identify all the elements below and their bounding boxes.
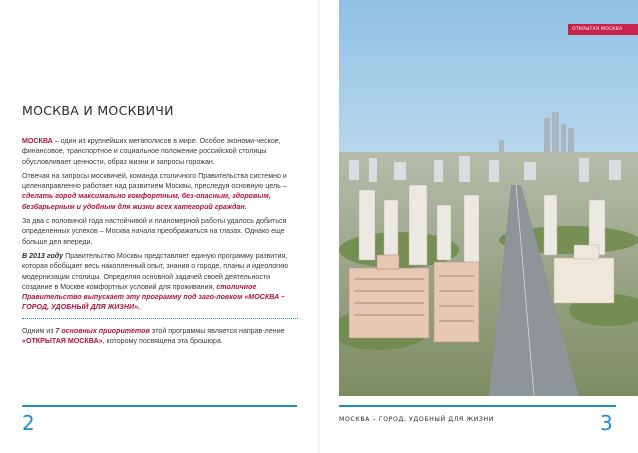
section-heading: МОСКВА И МОСКВИЧИ — [22, 103, 174, 118]
moscow-skyline-photo — [339, 0, 638, 396]
footer-rule-left — [22, 405, 297, 407]
open-moscow-name: «ОТКРЫТАЯ МОСКВА» — [22, 337, 103, 346]
paragraph-3-text: За два с половиной года настойчивой и планомерной работы удалось добиться определенных успехов – Москва начала преображаться на глазах. Однако еще больше дел впереди. — [22, 217, 287, 246]
paragraph-4-emphasis: столичное Правительство выпускает эту программу под заго-ловком «МОСКВА – ГОРОД, УДОБНЫЙ ДЛЯ ЖИЗНИ». — [22, 282, 286, 312]
footer-rule-right — [339, 405, 616, 407]
paragraph-4 — [22, 251, 298, 313]
priorities-emphasis: 7 основных приоритетов — [55, 327, 150, 335]
paragraph-1 — [22, 136, 298, 167]
foreground-complex — [349, 255, 479, 342]
paragraph-2-emphasis: сделать город максимально комфортным, без-опасным, здоровым, безбарьерным и удобным для жизни всех категорий граждан. — [22, 192, 271, 211]
lead-word: МОСКВА — [22, 137, 53, 145]
closing-paragraph — [22, 326, 298, 347]
paragraph-3 — [22, 216, 298, 247]
page-number-left: 2 — [22, 411, 35, 435]
paragraph-2 — [22, 171, 298, 212]
section-tag: ОТКРЫТАЯ МОСКВА — [568, 24, 638, 35]
footer-title: МОСКВА – ГОРОД, УДОБНЫЙ ДЛЯ ЖИЗНИ — [339, 416, 494, 423]
closing-text-3: , которому посвящена эта брошюра. — [102, 337, 223, 346]
paragraph-1-text: – один из крупнейших мегаполисов в мире. Особое экономи-ческое, финансовое, транспортное и социальное положение российской столицы обусловливает ценности, образ жизни и запросы горожан. — [22, 137, 281, 166]
page-number-right: 3 — [600, 411, 613, 435]
closing-text-1: Одним из — [22, 327, 56, 335]
city-illustration — [339, 0, 638, 396]
paragraph-2-text: Отвечая на запросы москвичей, команда столичного Правительства системно и целенаправленно работает над развитием Москвы, преследуя основную цель – — [22, 171, 287, 191]
paragraph-4-year: В 2013 году — [22, 251, 64, 260]
page-spine — [318, 0, 320, 453]
dotted-separator — [22, 318, 298, 319]
body-text — [22, 136, 298, 317]
closing-text-2: этой программы является направ-ление — [149, 327, 285, 335]
paragraph-4-text: Правительство Москвы представляет единую программу развития, которая обобщает весь накопленный опыт, знания о городе, планы и идеологию модернизации столицы. Определяя основной задачей своей деятельности создание в Москве комфортных условий для проживания, — [22, 251, 289, 291]
